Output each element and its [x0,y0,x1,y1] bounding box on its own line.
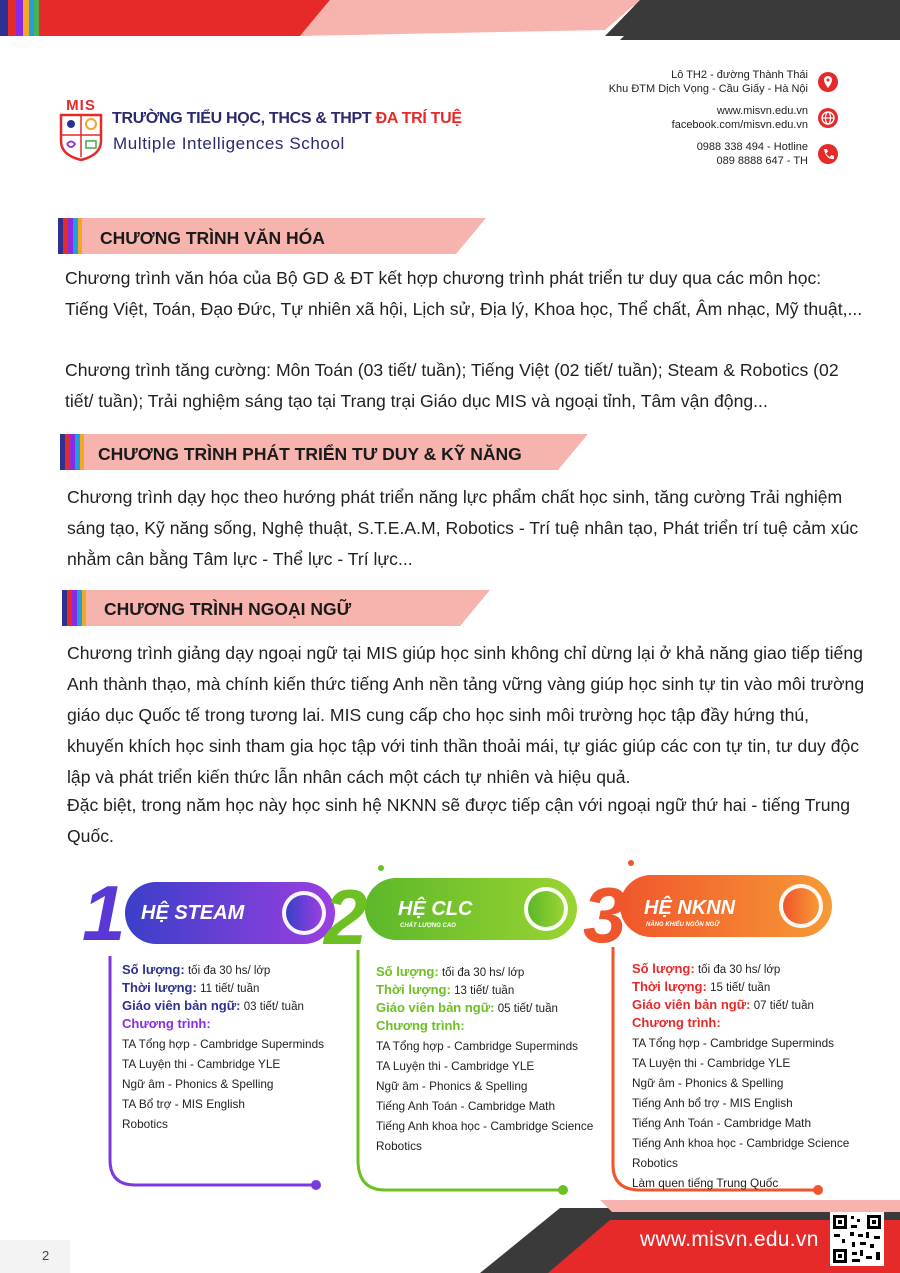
list-item: Robotics [376,1139,422,1153]
footer-website[interactable]: www.misvn.edu.vn [640,1228,819,1251]
steam-duration-value: 11 tiết/ tuần [200,983,260,995]
nknn-quantity-value: tối đa 30 hs/ lớp [697,964,781,976]
steam-duration-label: Thời lượng: [122,980,197,995]
list-item: TA Luyện thi - Cambridge YLE [122,1057,281,1071]
school-name-highlight: ĐA TRÍ TUỆ [375,110,462,127]
qr-code-icon [830,1212,884,1266]
thinking-paragraph: Chương trình dạy học theo hướng phát triển năng lực phẩm chất học sinh, tăng cường Trải nghiệm sáng tạo, Kỹ năng sống, Nghệ thuật, S.T.E.A.M, Robotics - Trí tuệ nhân tạo, Phát triển trí tuệ cảm xúc nhằm cân bằng Tâm lực - Thể lực - Trí lực... [67,487,859,569]
hotline-number[interactable]: 0988 338 494 - Hotline [696,141,808,153]
list-item: Robotics [122,1117,168,1131]
facebook-link[interactable]: facebook.com/misvn.edu.vn [671,119,808,131]
list-item: TA Luyện thi - Cambridge YLE [376,1059,535,1073]
school-subtitle: Multiple Intelligences School [113,134,345,153]
list-item: TA Bổ trợ - MIS English [122,1097,245,1111]
nknn-quantity-label: Số lượng: [632,961,695,976]
program-steam-number: 1 [82,869,126,957]
nknn-duration-value: 15 tiết/ tuần [710,982,771,994]
clc-native-label: Giáo viên bản ngữ: [376,1000,495,1015]
list-item: TA Tổng hợp - Cambridge Superminds [122,1037,325,1051]
nknn-duration-label: Thời lượng: [632,979,707,994]
address-block [609,68,808,96]
web-block [672,104,808,132]
culture-paragraph-2: Chương trình tăng cường: Môn Toán (03 tiết/ tuần); Tiếng Việt (02 tiết/ tuần); Steam & Robotics (02 tiết/ tuần); Trải nghiệm sáng tạo tại Trang trại Giáo dục MIS và ngoại tỉnh, Tâm vận động... [65,360,839,411]
list-item: TA Luyện thi - Cambridge YLE [632,1056,791,1070]
steam-native-label: Giáo viên bản ngữ: [122,998,241,1013]
school-name-prefix: TRƯỜNG TIỂU HỌC, THCS & THPT [112,110,376,127]
list-item: Ngữ âm - Phonics & Spelling [122,1077,274,1091]
program-steam-title: HỆ STEAM [141,902,245,924]
clc-curriculum-label: Chương trình: [376,1018,465,1033]
section-title-thinking: CHƯƠNG TRÌNH PHÁT TRIỂN TƯ DUY & KỸ NĂNG [98,444,522,464]
steam-native-value: 03 tiết/ tuần [243,1001,304,1013]
phone-icon [818,144,838,164]
school-name [112,110,462,128]
list-item: Làm quen tiếng Trung Quốc [632,1176,779,1190]
program-nknn-details [632,959,849,1193]
list-item: Ngữ âm - Phonics & Spelling [376,1079,528,1093]
steam-quantity-label: Số lượng: [122,962,185,977]
program-nknn-number: 3 [583,871,627,959]
list-item: Tiếng Anh Toán - Cambridge Math [632,1116,812,1130]
address-line-2: Khu ĐTM Dịch Vọng - Cầu Giấy - Hà Nội [608,83,808,95]
steam-quantity-value: tối đa 30 hs/ lớp [187,965,271,977]
program-steam-details [122,960,324,1134]
website-link[interactable]: www.misvn.edu.vn [716,105,808,117]
list-item: TA Tổng hợp - Cambridge Superminds [376,1039,579,1053]
section-title-language: CHƯƠNG TRÌNH NGOẠI NGỮ [104,599,352,619]
phone-th-number[interactable]: 089 8888 647 - TH [716,155,808,167]
language-paragraph-2: Đặc biệt, trong năm học này học sinh hệ NKNN sẽ được tiếp cận với ngoại ngữ thứ hai - tiếng Trung Quốc. [67,795,851,846]
clc-quantity-value: tối đa 30 hs/ lớp [441,967,525,979]
globe-icon [818,108,838,128]
nknn-curriculum-label: Chương trình: [632,1015,721,1030]
program-nknn-title: HỆ NKNN [644,897,736,919]
steam-curriculum-label: Chương trình: [122,1016,211,1031]
program-clc-title: HỆ CLC [398,898,473,920]
nknn-native-label: Giáo viên bản ngữ: [632,997,751,1012]
clc-duration-value: 13 tiết/ tuần [454,985,515,997]
address-line-1: Lô TH2 - đường Thành Thái [671,69,808,81]
program-clc-subtitle: CHẤT LƯỢNG CAO [400,923,456,929]
program-clc-details [376,962,593,1156]
section-title-culture: CHƯƠNG TRÌNH VĂN HÓA [100,228,325,248]
list-item: Tiếng Anh Toán - Cambridge Math [376,1099,556,1113]
list-item: Robotics [632,1156,678,1170]
list-item: Tiếng Anh bổ trợ - MIS English [632,1096,793,1110]
language-paragraph-1: Chương trình giảng dạy ngoại ngữ tại MIS giúp học sinh không chỉ dừng lại ở khả năng giao tiếp tiếng Anh thành thạo, mà chính kiến thức tiếng Anh nền tảng vững vàng giúp học sinh tự tin vào môi trường giáo dục Quốc tế trong tương lai. MIS cung cấp cho học sinh môi trường học tập đầy hứng thú, khuyến khích học sinh tham gia học tập với tinh thần thoải mái, tự giác giúp các con tự tin, tư duy độc lập và phát triển kiến thức lẫn nhân cách một cách tự nhiên và hiệu quả. [67,643,865,787]
list-item: Tiếng Anh khoa học - Cambridge Science [376,1119,594,1133]
list-item: Tiếng Anh khoa học - Cambridge Science [632,1136,850,1150]
clc-duration-label: Thời lượng: [376,982,451,997]
program-clc-number: 2 [324,873,368,961]
nknn-native-value: 07 tiết/ tuần [753,1000,814,1012]
location-pin-icon [818,72,838,92]
logo-text: MIS [66,97,96,114]
page-number: 2 [42,1248,50,1263]
program-nknn-subtitle: NĂNG KHIẾU NGÔN NGỮ [646,922,720,928]
phone-block [697,140,808,168]
clc-native-value: 05 tiết/ tuần [497,1003,558,1015]
list-item: Ngữ âm - Phonics & Spelling [632,1076,784,1090]
culture-paragraph-1: Chương trình văn hóa của Bộ GD & ĐT kết hợp chương trình phát triển tư duy qua các môn học: Tiếng Việt, Toán, Đạo Đức, Tự nhiên xã hội, Lịch sử, Địa lý, Khoa học, Thể chất, Âm nhạc, Mỹ thuật,... [65,268,863,319]
header-decoration-extension [620,0,900,40]
logo-shield-icon [59,113,103,161]
list-item: TA Tổng hợp - Cambridge Superminds [632,1036,835,1050]
clc-quantity-label: Số lượng: [376,964,439,979]
school-logo [57,97,105,163]
